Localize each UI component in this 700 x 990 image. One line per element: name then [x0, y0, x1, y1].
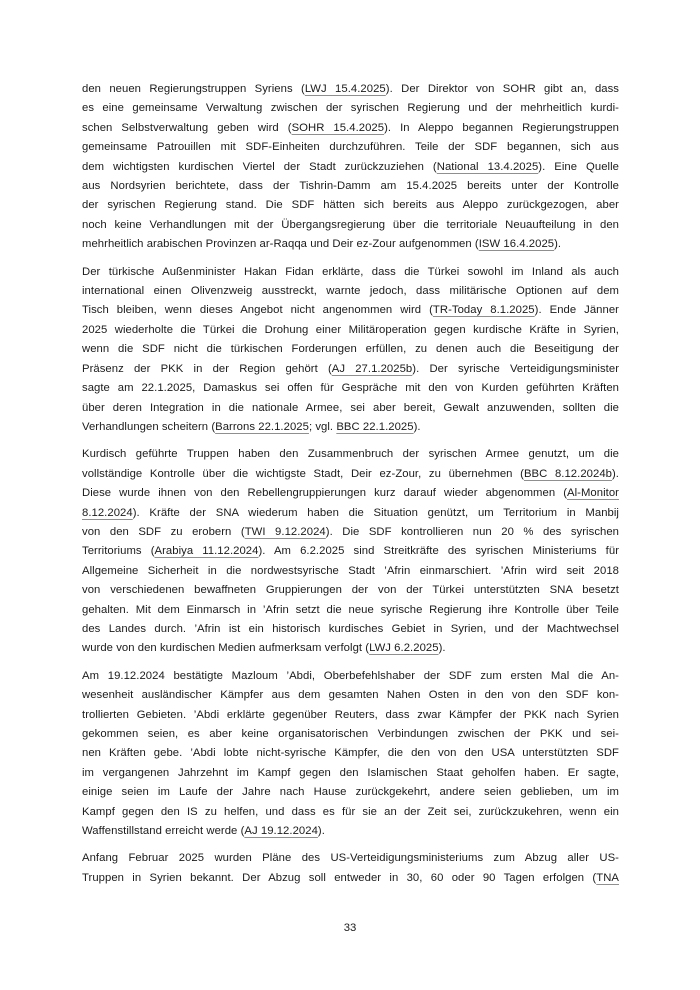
text-line	[82, 216, 619, 235]
text-run: ). Am 6.2.2025 sind Streitkräfte des syrischen Ministeriums für	[258, 545, 619, 558]
text-line	[82, 686, 619, 705]
paragraph	[82, 445, 619, 658]
text-run: 2025 wiederholte die Türkei die Drohung einer Militäroperation gegen kurdische Kräfte in Syrien,	[82, 323, 619, 336]
paragraph	[82, 849, 619, 888]
text-run: ).	[413, 420, 421, 433]
text-run: es eine gemeinsame Verwaltung zwischen der syrischen Regierung und der mehrheitlich kurdi-	[82, 102, 619, 115]
text-line	[82, 301, 619, 320]
text-line	[82, 340, 619, 359]
citation-link[interactable]: Arabiya 11.12.2024	[154, 545, 259, 558]
text-run: gekommen seien, es aber keine organisatorischen Verbindungen zwischen der PKK und sei-	[82, 728, 619, 740]
text-line	[82, 418, 619, 437]
text-run: Territoriums (	[82, 545, 155, 558]
text-run: Der türkische Außenminister Hakan Fidan erklärte, dass die Türkei sowohl im Inland als auch	[82, 265, 619, 278]
text-run: wenn die SDF nicht die türkischen Forderungen erfüllen, zu denen auch die Beseitigung der	[82, 343, 619, 356]
text-run: sagte am 22.1.2025, Damaskus sei offen für Gespräche mit den von Kurden geführten Kräften	[82, 382, 619, 395]
text-line	[82, 562, 619, 581]
text-run: ).	[612, 467, 620, 480]
text-run: trollierten Gebieten. ’Abdi erklärte gegenüber Reuters, dass zwar Kämpfer der PKK nach Syrien	[82, 708, 619, 721]
text-run: Am 19.12.2024 bestätigte Mazloum ’Abdi, Oberbefehlshaber der SDF zum ersten Mal die An-	[82, 669, 619, 682]
text-run: schen Selbstverwaltung geben wird (	[82, 121, 292, 134]
text-run: ).	[317, 825, 325, 838]
text-line	[82, 706, 619, 725]
text-run: Kampf gegen den IS zu helfen, und dass es für sie an der Zeit sei, zurückzukehren, wenn ein	[82, 805, 619, 818]
text-run: wesenheit ausländischer Kämpfer aus dem gesamten Nahen Osten in den von den SDF kon-	[82, 689, 619, 702]
text-run: Präsenz der PKK in der Region gehört (	[82, 362, 332, 375]
citation-link[interactable]: Al-Monitor	[567, 487, 619, 500]
text-run: ). In Aleppo begannen Regierungstruppen	[384, 121, 620, 134]
citation-link[interactable]: SOHR 15.4.2025	[291, 121, 385, 134]
text-run: der syrischen Regierung stand. Die SDF hätten sich bereits aus Aleppo zurückgezogen, aber	[82, 199, 619, 212]
text-line	[82, 581, 619, 600]
text-run: Anfang Februar 2025 wurden Pläne des US-Verteidigungsministeriums zum Abzug aller US-	[82, 852, 619, 865]
text-run: des Landes durch. ’Afrin ist ein historisch kurdisches Gebiet in Syrien, und der Machtwechsel	[82, 622, 619, 635]
text-run: ; vgl.	[308, 420, 337, 433]
text-line	[82, 99, 619, 118]
text-run: den neuen Regierungstruppen Syriens (	[82, 83, 305, 95]
text-line	[82, 379, 619, 398]
text-run: Waffenstillstand erreicht werde (	[82, 825, 245, 838]
text-run: von den SDF zu erobern (	[82, 525, 245, 538]
text-run: ).	[438, 642, 446, 655]
citation-link[interactable]: TNA	[596, 871, 619, 884]
text-run: ). Der Direktor von SOHR gibt an, dass	[385, 83, 620, 95]
text-line	[82, 235, 619, 254]
citation-link[interactable]: LWJ 15.4.2025	[304, 83, 386, 95]
text-run: gehalten. Mit dem Einmarsch in ’Afrin setzt die neue syrische Regierung ihre Kontrolle über Teile	[82, 603, 619, 616]
text-line	[82, 869, 619, 888]
text-line	[82, 360, 619, 379]
text-run: Kurdisch geführte Truppen haben den Zusammenbruch der syrischen Armee genutzt, um die	[82, 448, 619, 461]
text-run: vollständige Kontrolle über die wichtigste Stadt, Deir ez-Zour, zu übernehmen (	[82, 467, 524, 480]
text-line	[82, 196, 619, 215]
text-line	[82, 321, 619, 340]
text-run: Tisch bleiben, wenn dieses Angebot nicht angenommen wird (	[82, 304, 433, 317]
text-line	[82, 399, 619, 418]
text-line	[82, 744, 619, 763]
citation-link[interactable]: TR-Today 8.1.2025	[432, 304, 535, 317]
text-run: von verschiedenen bewaffneten Gruppierungen der von der Türkei unterstützten SNA besetzt	[82, 584, 619, 597]
text-run: gemeinsame Patrouillen mit SDF-Einheiten durchzuführen. Teile der SDF begannen, sich aus	[82, 141, 619, 154]
page-number: 33	[343, 922, 357, 934]
text-line	[82, 764, 619, 783]
paragraph	[82, 667, 619, 842]
citation-link[interactable]: AJ 19.12.2024	[244, 825, 318, 838]
text-line	[82, 282, 619, 301]
text-line	[82, 445, 619, 464]
paragraph	[82, 80, 619, 255]
text-line	[82, 783, 619, 802]
text-line	[82, 263, 619, 282]
text-line	[82, 138, 619, 157]
text-run: ). Der syrische Verteidigungsminister	[412, 362, 620, 375]
text-run: ).	[554, 238, 562, 251]
text-run: ). Die SDF kontrollieren nun 20 % des syrischen	[325, 525, 620, 538]
text-run: Truppen in Syrien bekannt. Der Abzug soll entweder in 30, 60 oder 90 Tagen erfolgen (	[82, 871, 597, 884]
text-line	[82, 523, 619, 542]
text-run: im vergangenen Jahrzehnt im Kampf gegen den Islamischen Staat geholfen haben. Er sagte,	[82, 766, 619, 779]
text-line	[82, 542, 619, 561]
paragraph	[82, 263, 619, 438]
text-run: ). Kräfte der SNA wiederum haben die Situation genützt, um Territorium in Manbij	[132, 506, 619, 519]
text-line	[82, 803, 619, 822]
citation-link[interactable]: Barrons 22.1.2025	[215, 420, 309, 433]
citation-link[interactable]: ISW 16.4.2025	[478, 238, 555, 251]
document-body	[82, 80, 619, 896]
text-run: Verhandlungen scheitern (	[82, 420, 216, 433]
text-run: über deren Integration in die nationale Armee, sei aber bereit, Gewalt anzuwenden, sollten die	[82, 401, 619, 414]
text-line	[82, 620, 619, 639]
text-run: einige seien im Laufe der Jahre nach Hause zurückgekehrt, andere seien geblieben, um im	[82, 786, 619, 799]
text-line	[82, 601, 619, 620]
text-run: wurde von den kurdischen Medien aufmerksam verfolgt (	[82, 642, 370, 655]
text-run: nen Kräften gebe. ’Abdi lobte nicht-syrische Kämpfer, die den von den USA unterstützten SDF	[82, 747, 619, 760]
text-line	[82, 849, 619, 868]
citation-link[interactable]: BBC 8.12.2024b	[523, 467, 612, 480]
text-line	[82, 177, 619, 196]
text-run: noch keine Verhandlungen mit der Übergangsregierung über die territoriale Neuaufteilung in den	[82, 218, 619, 231]
text-line	[82, 639, 619, 658]
text-line	[82, 667, 619, 686]
text-run: Diese wurde ihnen von den Rebellengruppierungen kurz darauf wieder abgenommen (	[82, 487, 568, 500]
citation-link[interactable]: National 13.4.2025	[436, 160, 539, 173]
text-run: Allgemeine Sicherheit in die nordwestsyrische Stadt ’Afrin einmarschiert. ’Afrin wird seit 2018	[82, 564, 619, 577]
text-line	[82, 80, 619, 99]
citation-link[interactable]: BBC 22.1.2025	[336, 420, 414, 433]
text-run: aus Nordsyrien berichtete, dass der Tishrin-Damm am 15.4.2025 bereits unter der Kontrolle	[82, 180, 619, 193]
text-line	[82, 465, 619, 484]
text-run: international einen Olivenzweig ausstreckt, warnte jedoch, dass militärische Optionen auf dem	[82, 285, 619, 298]
text-run: ). Eine Quelle	[538, 160, 619, 173]
text-line	[82, 158, 619, 177]
citation-link[interactable]: 8.12.2024	[82, 506, 133, 519]
text-line	[82, 119, 619, 138]
text-run: mehrheitlich arabischen Provinzen ar-Raqqa und Deir ez-Zour aufgenommen (	[82, 238, 479, 251]
citation-link[interactable]: LWJ 6.2.2025	[369, 642, 439, 655]
text-line	[82, 504, 619, 523]
text-line	[82, 822, 619, 841]
citation-link[interactable]: TWI 9.12.2024	[244, 525, 326, 538]
text-run: dem wichtigsten kurdischen Viertel der Stadt zurückzuziehen (	[82, 160, 437, 173]
text-line	[82, 725, 619, 744]
text-line	[82, 484, 619, 503]
citation-link[interactable]: AJ 27.1.2025b	[331, 362, 413, 375]
text-run: ). Ende Jänner	[534, 304, 619, 317]
